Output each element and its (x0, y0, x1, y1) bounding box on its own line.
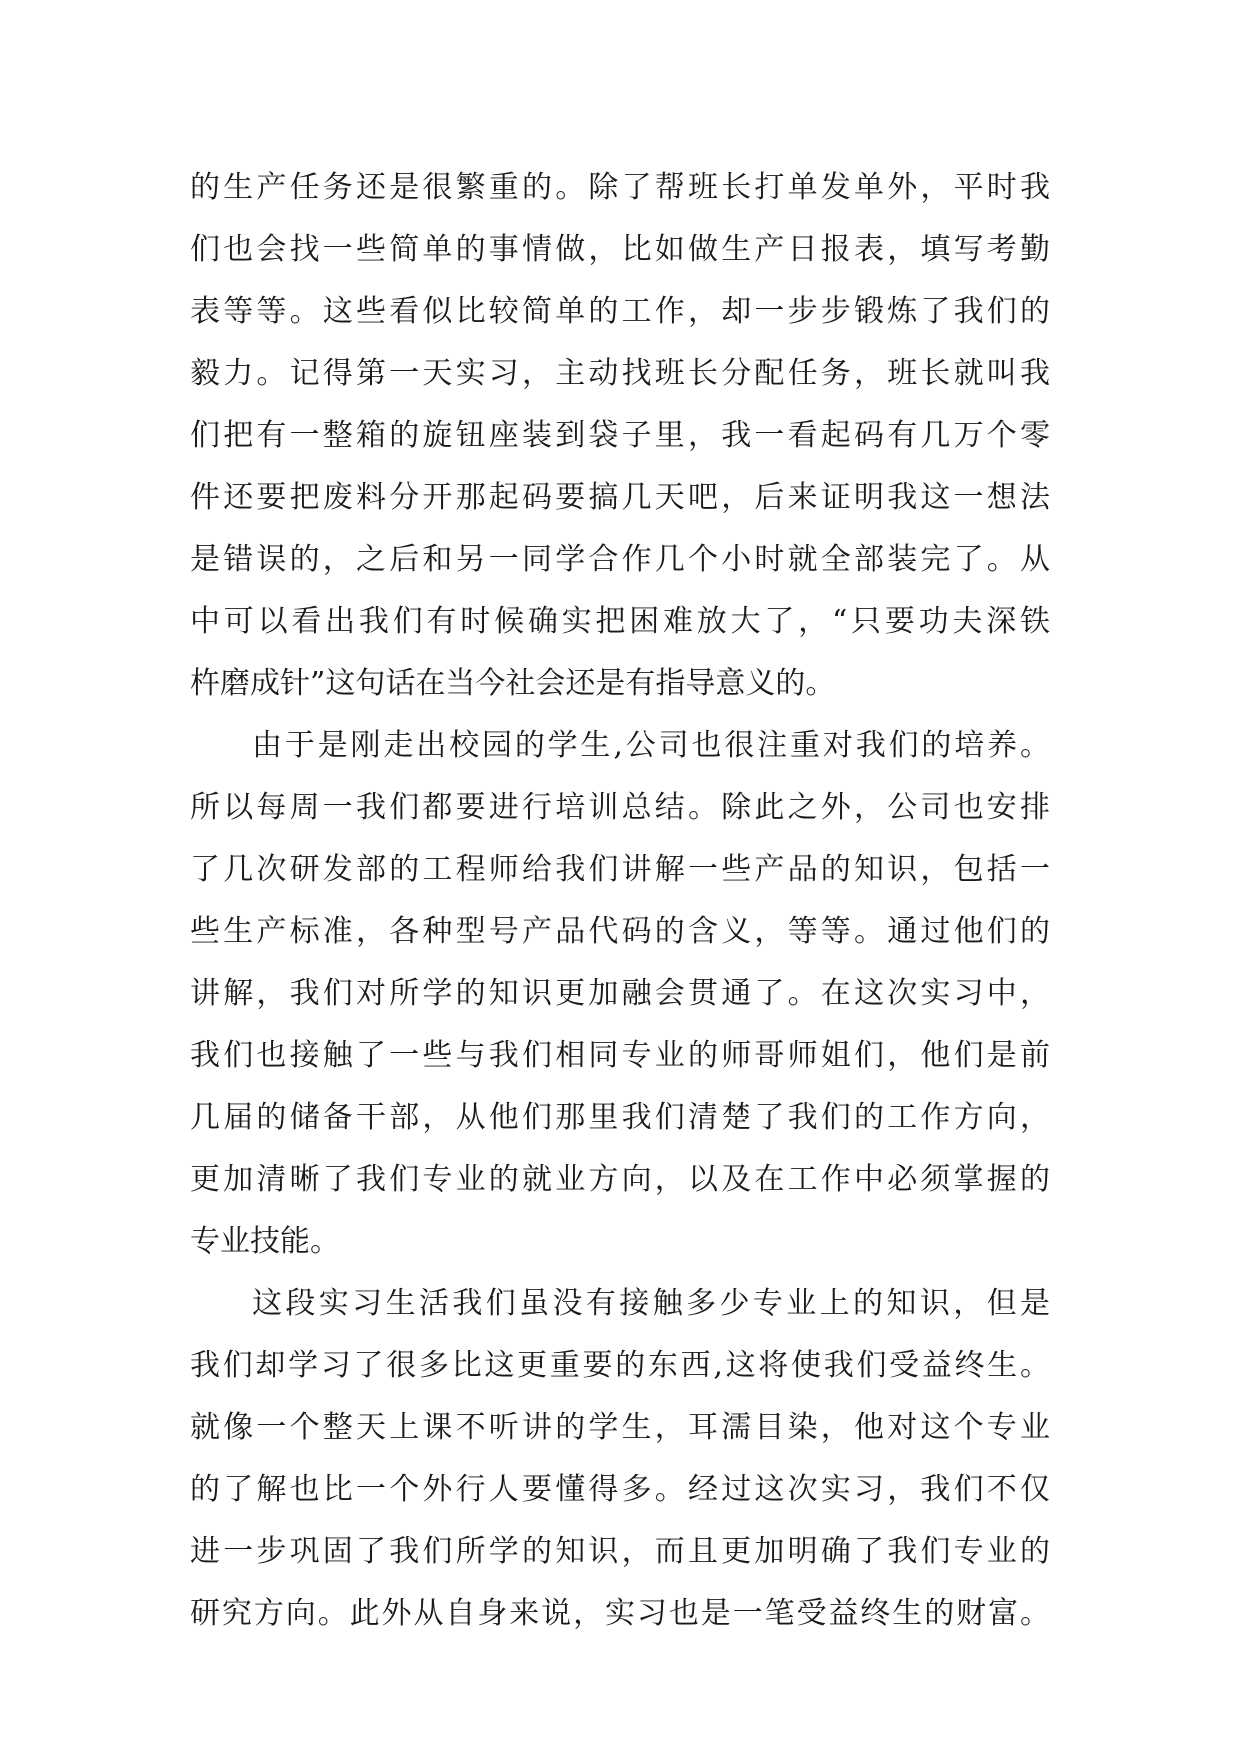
text-line: 专业技能。 (190, 1224, 340, 1259)
text-line: 更加清晰了我们专业的就业方向，以及在工作中必须掌握的 (190, 1162, 1050, 1197)
text-line: 些生产标准，各种型号产品代码的含义，等等。通过他们的 (190, 914, 1050, 949)
text-line: 几届的储备干部，从他们那里我们清楚了我们的工作方向， (190, 1100, 1050, 1135)
text-line: 讲解，我们对所学的知识更加融会贯通了。在这次实习中， (190, 976, 1050, 1011)
text-line: 这段实习生活我们虽没有接触多少专业上的知识，但是 (252, 1286, 1050, 1321)
text-line: 我们却学习了很多比这更重要的东西,这将使我们受益终生。 (190, 1348, 1050, 1383)
text-line: 研究方向。此外从自身来说，实习也是一笔受益终生的财富。 (190, 1596, 1050, 1631)
text-line: 杵磨成针”这句话在当今社会还是有指导意义的。 (190, 666, 836, 701)
text-line: 是错误的，之后和另一同学合作几个小时就全部装完了。从 (190, 542, 1050, 577)
document-body (190, 157, 1050, 1645)
text-line: 中可以看出我们有时候确实把困难放大了，“只要功夫深铁 (190, 604, 1050, 639)
text-line: 所以每周一我们都要进行培训总结。除此之外，公司也安排 (190, 790, 1050, 825)
text-line: 表等等。这些看似比较简单的工作，却一步步锻炼了我们的 (190, 294, 1050, 329)
text-line: 件还要把废料分开那起码要搞几天吧，后来证明我这一想法 (190, 480, 1050, 515)
text-line: 毅力。记得第一天实习，主动找班长分配任务，班长就叫我 (190, 356, 1050, 391)
text-line: 们把有一整箱的旋钮座装到袋子里，我一看起码有几万个零 (190, 418, 1050, 453)
text-line: 由于是刚走出校园的学生,公司也很注重对我们的培养。 (252, 728, 1050, 763)
text-line: 的生产任务还是很繁重的。除了帮班长打单发单外，平时我 (190, 170, 1050, 205)
text-line: 们也会找一些简单的事情做，比如做生产日报表，填写考勤 (190, 232, 1050, 267)
text-line: 的了解也比一个外行人要懂得多。经过这次实习，我们不仅 (190, 1472, 1050, 1507)
text-line: 了几次研发部的工程师给我们讲解一些产品的知识，包括一 (190, 852, 1050, 887)
text-line: 就像一个整天上课不听讲的学生，耳濡目染，他对这个专业 (190, 1410, 1050, 1445)
text-line: 我们也接触了一些与我们相同专业的师哥师姐们，他们是前 (190, 1038, 1050, 1073)
text-line: 进一步巩固了我们所学的知识，而且更加明确了我们专业的 (190, 1534, 1050, 1569)
